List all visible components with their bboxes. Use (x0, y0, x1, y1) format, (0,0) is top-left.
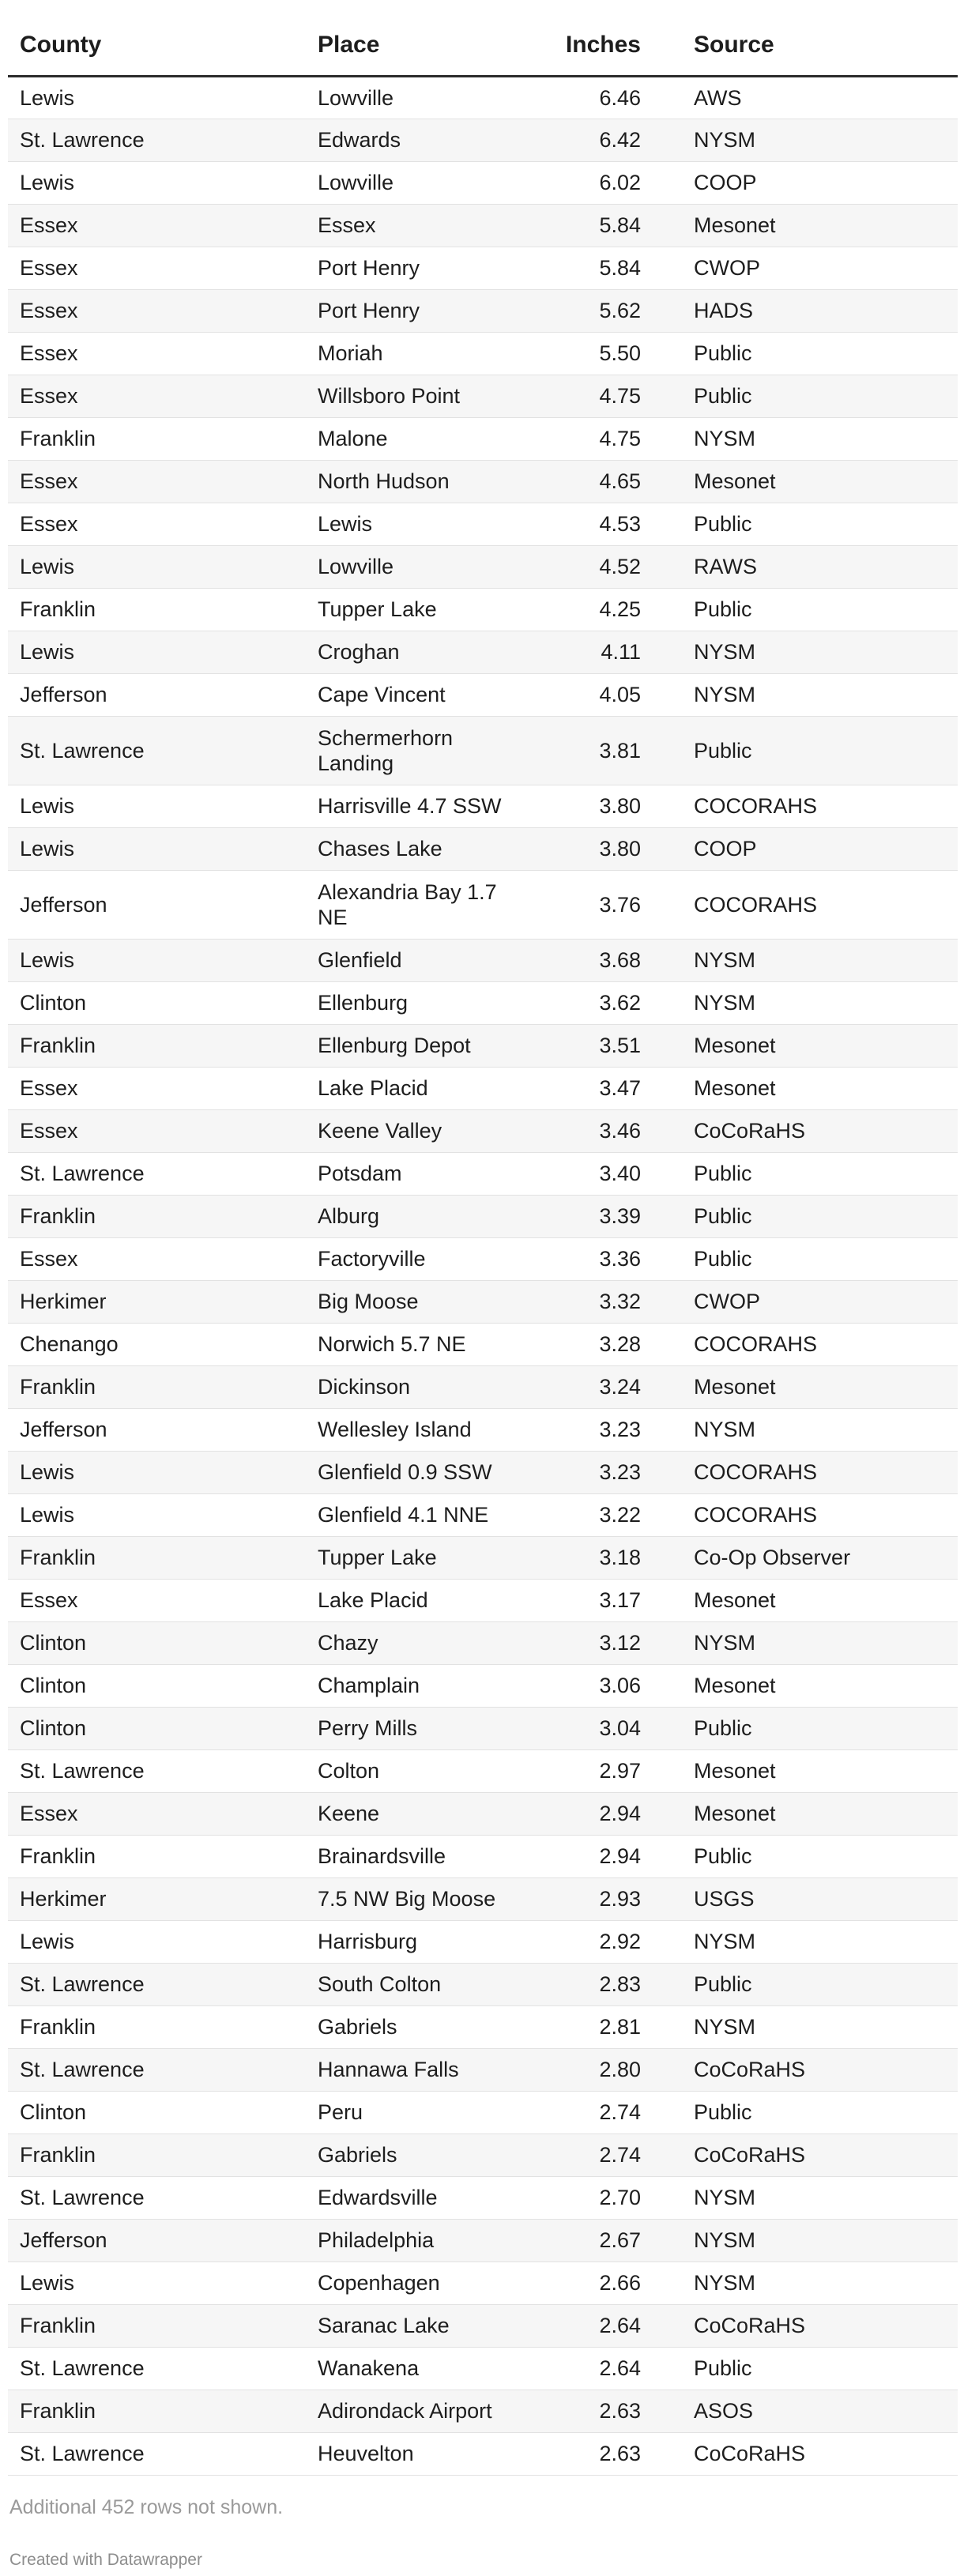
table-row (8, 2005, 958, 2048)
county-cell: Franklin (20, 2143, 96, 2167)
table-row (8, 1621, 958, 1664)
county-cell: St. Lawrence (20, 1162, 145, 1185)
county-cell: St. Lawrence (20, 2442, 145, 2465)
source-cell: USGS (694, 1887, 755, 1911)
source-cell: Mesonet (694, 1588, 776, 1612)
table-row (8, 119, 958, 161)
county-cell: St. Lawrence (20, 738, 145, 763)
place-cell: Malone (318, 427, 388, 450)
source-cell: NYSM (694, 2015, 756, 2039)
county-cell: Essex (20, 1802, 78, 1825)
source-cell: Public (694, 1247, 752, 1271)
county-cell: St. Lawrence (20, 128, 145, 152)
source-cell: Public (694, 1204, 752, 1228)
source-cell: Public (694, 1972, 752, 1996)
county-cell: Lewis (20, 837, 75, 861)
source-cell: Mesonet (694, 1802, 776, 1825)
source-cell: Co-Op Observer (694, 1546, 851, 1569)
place-cell: Schermerhorn Landing (318, 725, 454, 775)
table-row (8, 1579, 958, 1621)
county-cell: Essex (20, 341, 78, 365)
place-cell: Harrisburg (318, 1930, 418, 1953)
county-cell: Clinton (20, 1631, 87, 1655)
county-cell: Jefferson (20, 683, 107, 706)
table-row (8, 1664, 958, 1707)
column-header-source[interactable]: Source (682, 16, 958, 76)
table-row (8, 1493, 958, 1536)
place-cell: Lewis (318, 512, 373, 536)
place-cell: Moriah (318, 341, 383, 365)
inches-cell: 3.36 (599, 1247, 641, 1271)
source-cell: NYSM (694, 427, 756, 450)
source-cell: COCORAHS (694, 892, 818, 917)
source-cell: CWOP (694, 256, 760, 280)
place-cell: Ellenburg (318, 991, 409, 1015)
source-cell: Mesonet (694, 1034, 776, 1057)
inches-cell: 3.40 (599, 1162, 641, 1185)
source-cell: Public (694, 2100, 752, 2124)
table-row (8, 1835, 958, 1877)
county-cell: Franklin (20, 2399, 96, 2423)
table-row (8, 247, 958, 289)
table-row (8, 716, 958, 785)
source-cell: NYSM (694, 991, 756, 1015)
place-cell: Lake Placid (318, 1588, 428, 1612)
county-cell: Jefferson (20, 892, 107, 917)
table-row (8, 1749, 958, 1792)
place-cell: Edwardsville (318, 2186, 438, 2209)
county-cell: Essex (20, 1588, 78, 1612)
place-cell: Croghan (318, 640, 400, 664)
table-row (8, 870, 958, 939)
county-cell: Essex (20, 256, 78, 280)
inches-cell: 3.23 (599, 1460, 641, 1484)
place-cell: Keene (318, 1802, 380, 1825)
place-cell: Lowville (318, 85, 394, 110)
table-row (8, 673, 958, 716)
source-cell: NYSM (694, 2228, 756, 2252)
data-table-container (8, 16, 958, 2476)
place-cell: Dickinson (318, 1375, 411, 1399)
place-cell: Lowville (318, 555, 394, 578)
table-row (8, 785, 958, 827)
inches-cell: 2.94 (599, 1802, 641, 1825)
source-cell: Public (694, 384, 752, 408)
table-row (8, 1536, 958, 1579)
table-row (8, 503, 958, 545)
county-cell: Essex (20, 1119, 78, 1143)
inches-cell: 6.02 (599, 171, 641, 194)
inches-cell: 3.51 (599, 1034, 641, 1057)
inches-cell: 2.80 (599, 2058, 641, 2081)
source-cell: NYSM (694, 640, 756, 664)
source-cell: CoCoRaHS (694, 1119, 806, 1143)
inches-cell: 3.39 (599, 1204, 641, 1228)
county-cell: Jefferson (20, 2228, 107, 2252)
county-cell: Lewis (20, 1503, 75, 1527)
source-cell: NYSM (694, 128, 756, 152)
inches-cell: 3.81 (599, 738, 641, 763)
table-row (8, 1963, 958, 2005)
table-row (8, 2304, 958, 2347)
county-cell: Chenango (20, 1332, 119, 1356)
source-cell: Mesonet (694, 213, 776, 237)
source-cell: CoCoRaHS (694, 2314, 806, 2337)
table-row (8, 1707, 958, 1749)
county-cell: Clinton (20, 2100, 87, 2124)
column-header-place[interactable]: Place (306, 16, 534, 76)
inches-cell: 2.93 (599, 1887, 641, 1911)
table-row (8, 2091, 958, 2133)
county-cell: Lewis (20, 1930, 75, 1953)
place-cell: Champlain (318, 1674, 420, 1697)
county-cell: Clinton (20, 1674, 87, 1697)
inches-cell: 2.67 (599, 2228, 641, 2252)
table-row (8, 545, 958, 588)
place-cell: Cape Vincent (318, 683, 446, 706)
source-cell: AWS (694, 85, 742, 110)
column-header-inches[interactable]: Inches (534, 16, 682, 76)
inches-cell: 3.80 (599, 837, 641, 861)
place-cell: Adirondack Airport (318, 2399, 492, 2423)
inches-cell: 3.62 (599, 991, 641, 1015)
source-cell: COCORAHS (694, 1460, 818, 1484)
source-cell: Public (694, 512, 752, 536)
inches-cell: 3.04 (599, 1716, 641, 1740)
inches-cell: 2.83 (599, 1972, 641, 1996)
table-row (8, 2048, 958, 2091)
county-cell: Lewis (20, 2271, 75, 2295)
inches-cell: 5.84 (599, 256, 641, 280)
table-body (8, 76, 958, 2475)
place-cell: Wanakena (318, 2356, 420, 2380)
table-row (8, 76, 958, 119)
place-cell: Copenhagen (318, 2271, 440, 2295)
county-cell: Herkimer (20, 1290, 107, 1313)
table-row (8, 1323, 958, 1365)
source-cell: Public (694, 1162, 752, 1185)
source-cell: NYSM (694, 1418, 756, 1441)
source-cell: Public (694, 1716, 752, 1740)
table-row (8, 1195, 958, 1237)
source-cell: Mesonet (694, 469, 776, 493)
table-row (8, 1152, 958, 1195)
table-row (8, 460, 958, 503)
table-row (8, 981, 958, 1024)
source-cell: COCORAHS (694, 1503, 818, 1527)
inches-cell: 3.12 (599, 1631, 641, 1655)
source-cell: COOP (694, 171, 757, 194)
county-cell: Franklin (20, 2314, 96, 2337)
source-cell: COCORAHS (694, 794, 818, 818)
place-cell: Keene Valley (318, 1119, 442, 1143)
inches-cell: 3.22 (599, 1503, 641, 1527)
source-cell: Public (694, 341, 752, 365)
place-cell: Edwards (318, 128, 401, 152)
place-cell: South Colton (318, 1972, 442, 1996)
table-row (8, 2390, 958, 2432)
source-cell: NYSM (694, 948, 756, 972)
place-cell: Chazy (318, 1631, 378, 1655)
county-cell: St. Lawrence (20, 1972, 145, 1996)
place-cell: Gabriels (318, 2143, 397, 2167)
place-cell: Port Henry (318, 299, 420, 322)
inches-cell: 4.53 (599, 512, 641, 536)
table-row (8, 1877, 958, 1920)
county-cell: Clinton (20, 991, 87, 1015)
county-cell: St. Lawrence (20, 2058, 145, 2081)
inches-cell: 3.24 (599, 1375, 641, 1399)
inches-cell: 2.66 (599, 2271, 641, 2295)
inches-cell: 4.11 (601, 640, 641, 664)
source-cell: CWOP (694, 1290, 760, 1313)
table-row (8, 1792, 958, 1835)
inches-cell: 3.47 (599, 1076, 641, 1100)
place-cell: Philadelphia (318, 2228, 435, 2252)
place-cell: Brainardsville (318, 1844, 446, 1868)
county-cell: Franklin (20, 1034, 96, 1057)
place-cell: Saranac Lake (318, 2314, 450, 2337)
inches-cell: 3.23 (599, 1418, 641, 1441)
place-cell: Willsboro Point (318, 384, 461, 408)
table-row (8, 332, 958, 375)
table-row (8, 204, 958, 247)
place-cell: Peru (318, 2100, 363, 2124)
inches-cell: 4.05 (599, 683, 641, 706)
inches-cell: 4.75 (599, 384, 641, 408)
table-row (8, 1920, 958, 1963)
header-row (8, 16, 958, 76)
table-row (8, 1365, 958, 1408)
inches-cell: 5.50 (599, 341, 641, 365)
place-cell: Chases Lake (318, 837, 442, 861)
county-cell: Lewis (20, 1460, 75, 1484)
source-cell: CoCoRaHS (694, 2058, 806, 2081)
source-cell: RAWS (694, 555, 757, 578)
table-row (8, 2176, 958, 2219)
source-cell: NYSM (694, 2271, 756, 2295)
table-row (8, 2219, 958, 2262)
place-cell: Lake Placid (318, 1076, 428, 1100)
inches-cell: 2.97 (599, 1759, 641, 1783)
table-row (8, 939, 958, 981)
place-cell: Harrisville 4.7 SSW (318, 794, 502, 818)
table-row (8, 1451, 958, 1493)
county-cell: Franklin (20, 597, 96, 621)
inches-cell: 3.17 (599, 1588, 641, 1612)
place-cell: Alburg (318, 1204, 380, 1228)
county-cell: Essex (20, 213, 78, 237)
county-cell: Franklin (20, 1546, 96, 1569)
source-cell: Mesonet (694, 1375, 776, 1399)
place-cell: Port Henry (318, 256, 420, 280)
inches-cell: 2.74 (599, 2143, 641, 2167)
table-notes: Additional 452 rows not shown. (9, 2496, 284, 2518)
table-row (8, 1109, 958, 1152)
table-row (8, 2347, 958, 2390)
source-cell: COOP (694, 837, 757, 861)
place-cell: Lowville (318, 171, 394, 194)
place-cell: Tupper Lake (318, 1546, 437, 1569)
place-cell: Ellenburg Depot (318, 1034, 471, 1057)
place-cell: Potsdam (318, 1162, 402, 1185)
place-cell: Colton (318, 1759, 380, 1783)
county-cell: Jefferson (20, 1418, 107, 1441)
datawrapper-credit[interactable]: Created with Datawrapper (9, 2551, 202, 2569)
inches-cell: 3.32 (599, 1290, 641, 1313)
county-cell: St. Lawrence (20, 2186, 145, 2209)
inches-cell: 2.92 (599, 1930, 641, 1953)
inches-cell: 5.84 (599, 213, 641, 237)
inches-cell: 4.25 (599, 597, 641, 621)
table-row (8, 631, 958, 673)
county-cell: Essex (20, 469, 78, 493)
county-cell: Lewis (20, 640, 75, 664)
place-cell: Heuvelton (318, 2442, 414, 2465)
table-header (8, 16, 958, 76)
place-cell: Factoryville (318, 1247, 426, 1271)
place-cell: Norwich 5.7 NE (318, 1332, 466, 1356)
county-cell: Lewis (20, 948, 75, 972)
source-cell: CoCoRaHS (694, 2143, 806, 2167)
inches-cell: 4.75 (599, 427, 641, 450)
source-cell: NYSM (694, 1930, 756, 1953)
inches-cell: 2.64 (599, 2356, 641, 2380)
inches-cell: 2.70 (599, 2186, 641, 2209)
county-cell: Lewis (20, 85, 75, 110)
table-row (8, 2432, 958, 2475)
inches-cell: 5.62 (599, 299, 641, 322)
table-row (8, 1408, 958, 1451)
table-row (8, 375, 958, 417)
county-cell: Essex (20, 1076, 78, 1100)
column-header-county[interactable]: County (8, 16, 306, 76)
county-cell: St. Lawrence (20, 2356, 145, 2380)
source-cell: HADS (694, 299, 754, 322)
table-row (8, 1237, 958, 1280)
county-cell: Essex (20, 299, 78, 322)
place-cell: Gabriels (318, 2015, 397, 2039)
inches-cell: 3.76 (599, 892, 641, 917)
table-row (8, 417, 958, 460)
table-row (8, 588, 958, 631)
inches-cell: 2.81 (599, 2015, 641, 2039)
place-cell: Glenfield (318, 948, 402, 972)
inches-cell: 2.94 (599, 1844, 641, 1868)
county-cell: Franklin (20, 1844, 96, 1868)
place-cell: Big Moose (318, 1290, 419, 1313)
inches-cell: 6.42 (599, 128, 641, 152)
inches-cell: 2.63 (599, 2399, 641, 2423)
inches-cell: 4.52 (599, 555, 641, 578)
precipitation-table (8, 16, 958, 2476)
source-cell: Mesonet (694, 1076, 776, 1100)
inches-cell: 3.06 (599, 1674, 641, 1697)
county-cell: Herkimer (20, 1887, 107, 1911)
county-cell: Essex (20, 1247, 78, 1271)
inches-cell: 2.74 (599, 2100, 641, 2124)
source-cell: Public (694, 2356, 752, 2380)
table-row (8, 2133, 958, 2176)
county-cell: Lewis (20, 794, 75, 818)
table-row (8, 827, 958, 870)
county-cell: Lewis (20, 555, 75, 578)
place-cell: North Hudson (318, 469, 450, 493)
county-cell: Franklin (20, 1375, 96, 1399)
inches-cell: 3.68 (599, 948, 641, 972)
inches-cell: 4.65 (599, 469, 641, 493)
table-row (8, 2262, 958, 2304)
county-cell: Franklin (20, 2015, 96, 2039)
source-cell: NYSM (694, 683, 756, 706)
source-cell: Mesonet (694, 1674, 776, 1697)
county-cell: Essex (20, 384, 78, 408)
inches-cell: 3.80 (599, 794, 641, 818)
inches-cell: 3.46 (599, 1119, 641, 1143)
table-row (8, 289, 958, 332)
county-cell: Franklin (20, 1204, 96, 1228)
place-cell: Glenfield 4.1 NNE (318, 1503, 489, 1527)
place-cell: Hannawa Falls (318, 2058, 459, 2081)
county-cell: Lewis (20, 171, 75, 194)
source-cell: COCORAHS (694, 1332, 818, 1356)
inches-cell: 2.64 (599, 2314, 641, 2337)
inches-cell: 3.28 (599, 1332, 641, 1356)
table-row (8, 1024, 958, 1067)
source-cell: Mesonet (694, 1759, 776, 1783)
table-row (8, 1280, 958, 1323)
source-cell: Public (694, 1844, 752, 1868)
county-cell: Essex (20, 512, 78, 536)
table-row (8, 1067, 958, 1109)
inches-cell: 6.46 (599, 85, 641, 110)
county-cell: St. Lawrence (20, 1759, 145, 1783)
source-cell: NYSM (694, 1631, 756, 1655)
county-cell: Franklin (20, 427, 96, 450)
source-cell: CoCoRaHS (694, 2442, 806, 2465)
county-cell: Clinton (20, 1716, 87, 1740)
place-cell: Essex (318, 213, 376, 237)
inches-cell: 2.63 (599, 2442, 641, 2465)
place-cell: 7.5 NW Big Moose (318, 1887, 496, 1911)
source-cell: Public (694, 738, 752, 763)
table-row (8, 161, 958, 204)
source-cell: ASOS (694, 2399, 754, 2423)
place-cell: Perry Mills (318, 1716, 417, 1740)
inches-cell: 3.18 (599, 1546, 641, 1569)
place-cell: Wellesley Island (318, 1418, 472, 1441)
source-cell: Public (694, 597, 752, 621)
source-cell: NYSM (694, 2186, 756, 2209)
place-cell: Alexandria Bay 1.7 NE (318, 879, 497, 929)
place-cell: Tupper Lake (318, 597, 437, 621)
place-cell: Glenfield 0.9 SSW (318, 1460, 492, 1484)
